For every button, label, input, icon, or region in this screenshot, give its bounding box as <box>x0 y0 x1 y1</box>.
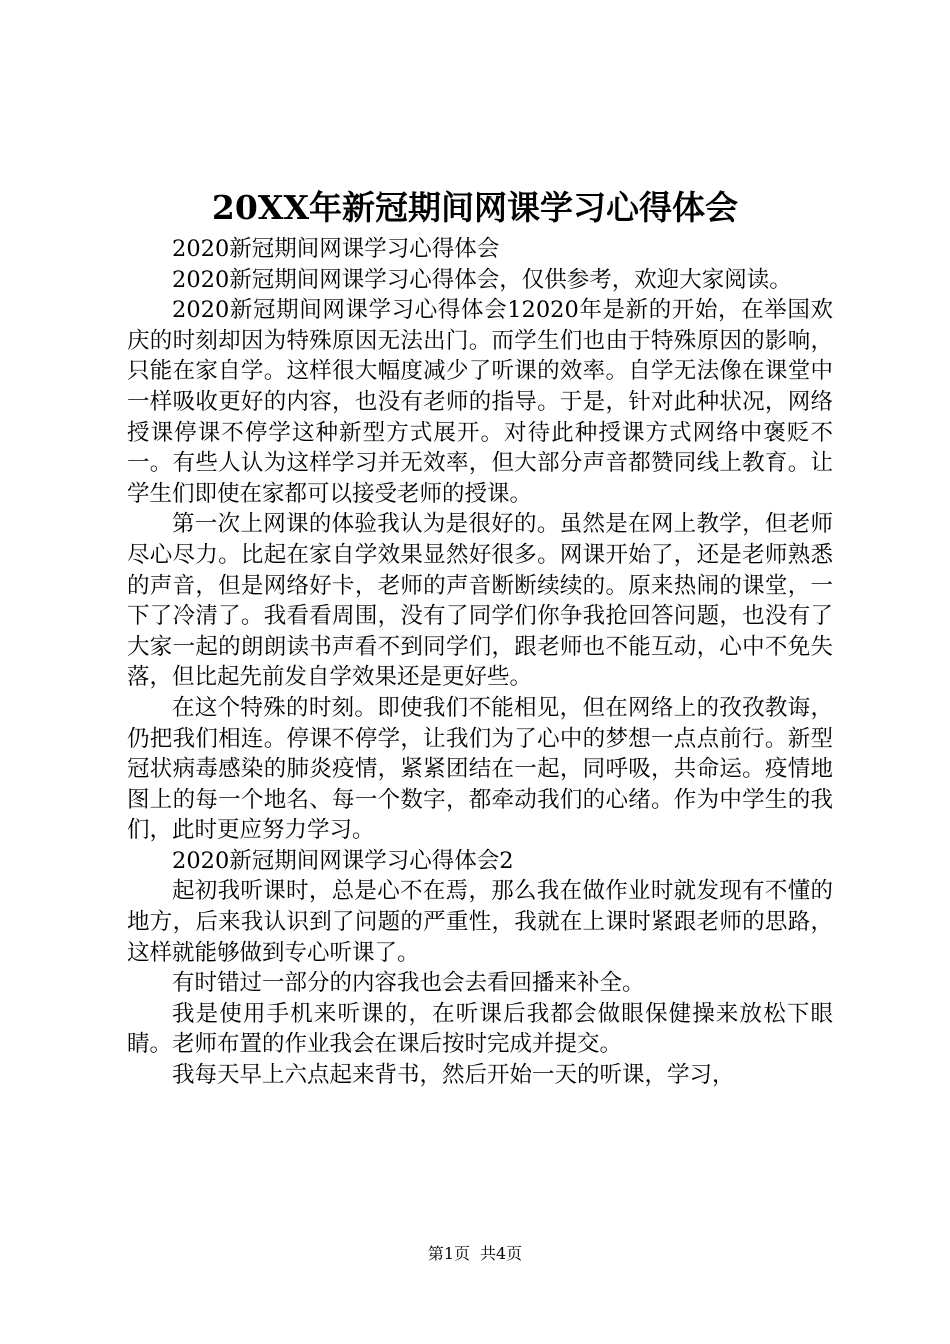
paragraph: 我每天早上六点起来背书，然后开始一天的听课，学习， <box>172 1062 735 1089</box>
page-number: 第1页 <box>427 1244 470 1263</box>
paragraph: 2020新冠期间网课学习心得体会，仅供参考，欢迎大家阅读。 <box>172 266 792 293</box>
paragraph: 在这个特殊的时刻。即使我们不能相见，但在网络上的孜孜教诲，仍把我们相连。停课不停学，让我们为了心中的梦想一点点前行。新型冠状病毒感染的肺炎疫情，紧紧团结在一起，同呼吸，共命运。疫情地图上的每一个地名、每一个数字，都牵动我们的心绪。作为中学生的我们，此时更应努力学习。 <box>127 694 833 844</box>
document-body <box>127 234 833 1091</box>
section-heading: 2020新冠期间网课学习心得体会2 <box>172 847 514 874</box>
paragraph: 2020新冠期间网课学习心得体会12020年是新的开始，在举国欢庆的时刻却因为特殊原因无法出门。而学生们也由于特殊原因的影响，只能在家自学。这样很大幅度减少了听课的效率。自学无法像在课堂中一样吸收更好的内容，也没有老师的指导。于是，针对此种状况，网络授课停课不停学这种新型方式展开。对待此种授课方式网络中褒贬不一。有些人认为这样学习并无效率，但大部分声音都赞同线上教育。让学生们即使在家都可以接受老师的授课。 <box>127 297 833 507</box>
paragraph: 起初我听课时，总是心不在焉，那么我在做作业时就发现有不懂的地方，后来我认识到了问题的严重性，我就在上课时紧跟老师的思路，这样就能够做到专心听课了。 <box>127 878 833 966</box>
paragraph: 我是使用手机来听课的，在听课后我都会做眼保健操来放松下眼睛。老师布置的作业我会在课后按时完成并提交。 <box>127 1000 833 1058</box>
document-title: 20XX年新冠期间网课学习心得体会 <box>211 188 739 227</box>
page-total: 共4页 <box>480 1244 523 1263</box>
section-heading: 2020新冠期间网课学习心得体会 <box>172 236 500 262</box>
paragraph: 第一次上网课的体验我认为是很好的。虽然是在网上教学，但老师尽心尽力。比起在家自学效果显然好很多。网课开始了，还是老师熟悉的声音，但是网络好卡，老师的声音断断续续的。原来热闹的课堂，一下了冷清了。我看看周围，没有了同学们你争我抢回答问题，也没有了大家一起的朗朗读书声看不到同学们，跟老师也不能互动，心中不免失落，但比起先前发自学效果还是更好些。 <box>127 511 833 691</box>
paragraph: 有时错过一部分的内容我也会去看回播来补全。 <box>172 970 645 997</box>
page-footer <box>0 1242 950 1266</box>
